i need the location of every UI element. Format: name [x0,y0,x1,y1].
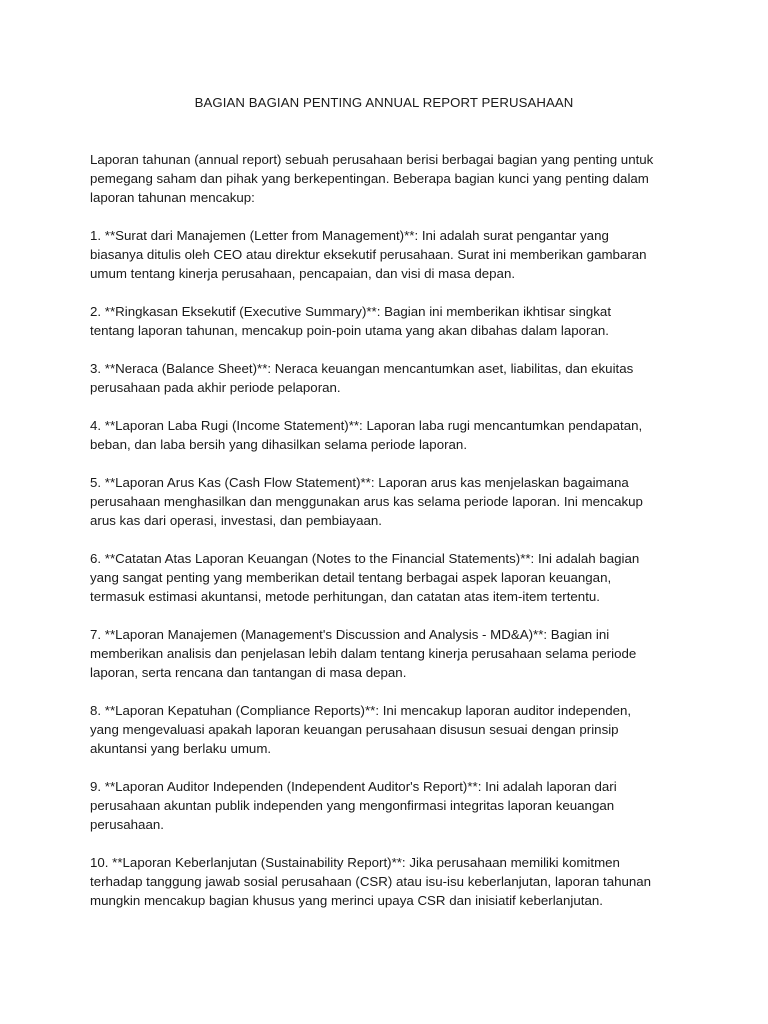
text-line: 10. **Laporan Keberlanjutan (Sustainability Report)**: Jika perusahaan memiliki komitmen [90,855,620,870]
text-line: 1. **Surat dari Manajemen (Letter from Management)**: Ini adalah surat pengantar yang [90,228,609,243]
list-item [90,226,680,283]
text-line: memberikan analisis dan penjelasan lebih dalam tentang kinerja perusahaan selama periode [90,646,637,661]
list-item [90,625,680,682]
text-line: perusahaan pada akhir periode pelaporan. [90,380,341,395]
text-line: 8. **Laporan Kepatuhan (Compliance Reports)**: Ini mencakup laporan auditor independen, [90,703,632,718]
text-line: 9. **Laporan Auditor Independen (Independent Auditor's Report)**: Ini adalah laporan dari [90,779,617,794]
document-title: BAGIAN BAGIAN PENTING ANNUAL REPORT PERUSAHAAN [194,95,574,110]
list-item [90,701,680,758]
text-line: 6. **Catatan Atas Laporan Keuangan (Notes to the Financial Statements)**: Ini adalah bagian [90,551,640,566]
text-line: 7. **Laporan Manajemen (Management's Discussion and Analysis - MD&A)**: Bagian ini [90,627,610,642]
intro-paragraph [90,150,680,207]
text-line: termasuk estimasi akuntansi, metode perhitungan, dan catatan atas item-item tertentu. [90,589,600,604]
text-line: arus kas dari operasi, investasi, dan pembiayaan. [90,513,382,528]
document-body [90,150,680,929]
text-line: 4. **Laporan Laba Rugi (Income Statement)**: Laporan laba rugi mencantumkan pendapatan, [90,418,643,433]
text-line: yang mengevaluasi apakah laporan keuangan perusahaan disusun sesuai dengan prinsip [90,722,619,737]
text-line: 3. **Neraca (Balance Sheet)**: Neraca keuangan mencantumkan aset, liabilitas, dan ekuitas [90,361,634,376]
text-line: perusahaan. [90,817,164,832]
list-item [90,359,680,397]
list-item [90,473,680,530]
text-line: laporan tahunan mencakup: [90,190,255,205]
text-line: 2. **Ringkasan Eksekutif (Executive Summary)**: Bagian ini memberikan ikhtisar singkat [90,304,612,319]
text-line: laporan, serta rencana dan tantangan di masa depan. [90,665,407,680]
list-item [90,549,680,606]
text-line: perusahaan menghasilkan dan menggunakan arus kas selama periode laporan. Ini mencakup [90,494,643,509]
text-line: 5. **Laporan Arus Kas (Cash Flow Statement)**: Laporan arus kas menjelaskan bagaimana [90,475,629,490]
list-item [90,416,680,454]
text-line: pemegang saham dan pihak yang berkepentingan. Beberapa bagian kunci yang penting dalam [90,171,649,186]
text-line: biasanya ditulis oleh CEO atau direktur eksekutif perusahaan. Surat ini memberikan gambaran [90,247,647,262]
text-line: beban, dan laba bersih yang dihasilkan selama periode laporan. [90,437,468,452]
list-item [90,777,680,834]
text-line: Laporan tahunan (annual report) sebuah perusahaan berisi berbagai bagian yang penting untuk [90,152,654,167]
text-line: mungkin mencakup bagian khusus yang merinci upaya CSR dan inisiatif keberlanjutan. [90,893,603,908]
list-item [90,853,680,910]
text-line: yang sangat penting yang memberikan detail tentang berbagai aspek laporan keuangan, [90,570,612,585]
text-line: perusahaan akuntan publik independen yang mengonfirmasi integritas laporan keuangan [90,798,615,813]
text-line: umum tentang kinerja perusahaan, pencapaian, dan visi di masa depan. [90,266,516,281]
list-item [90,302,680,340]
text-line: terhadap tanggung jawab sosial perusahaan (CSR) atau isu-isu keberlanjutan, laporan tahunan [90,874,652,889]
text-line: akuntansi yang berlaku umum. [90,741,272,756]
text-line: tentang laporan tahunan, mencakup poin-poin utama yang akan dibahas dalam laporan. [90,323,609,338]
